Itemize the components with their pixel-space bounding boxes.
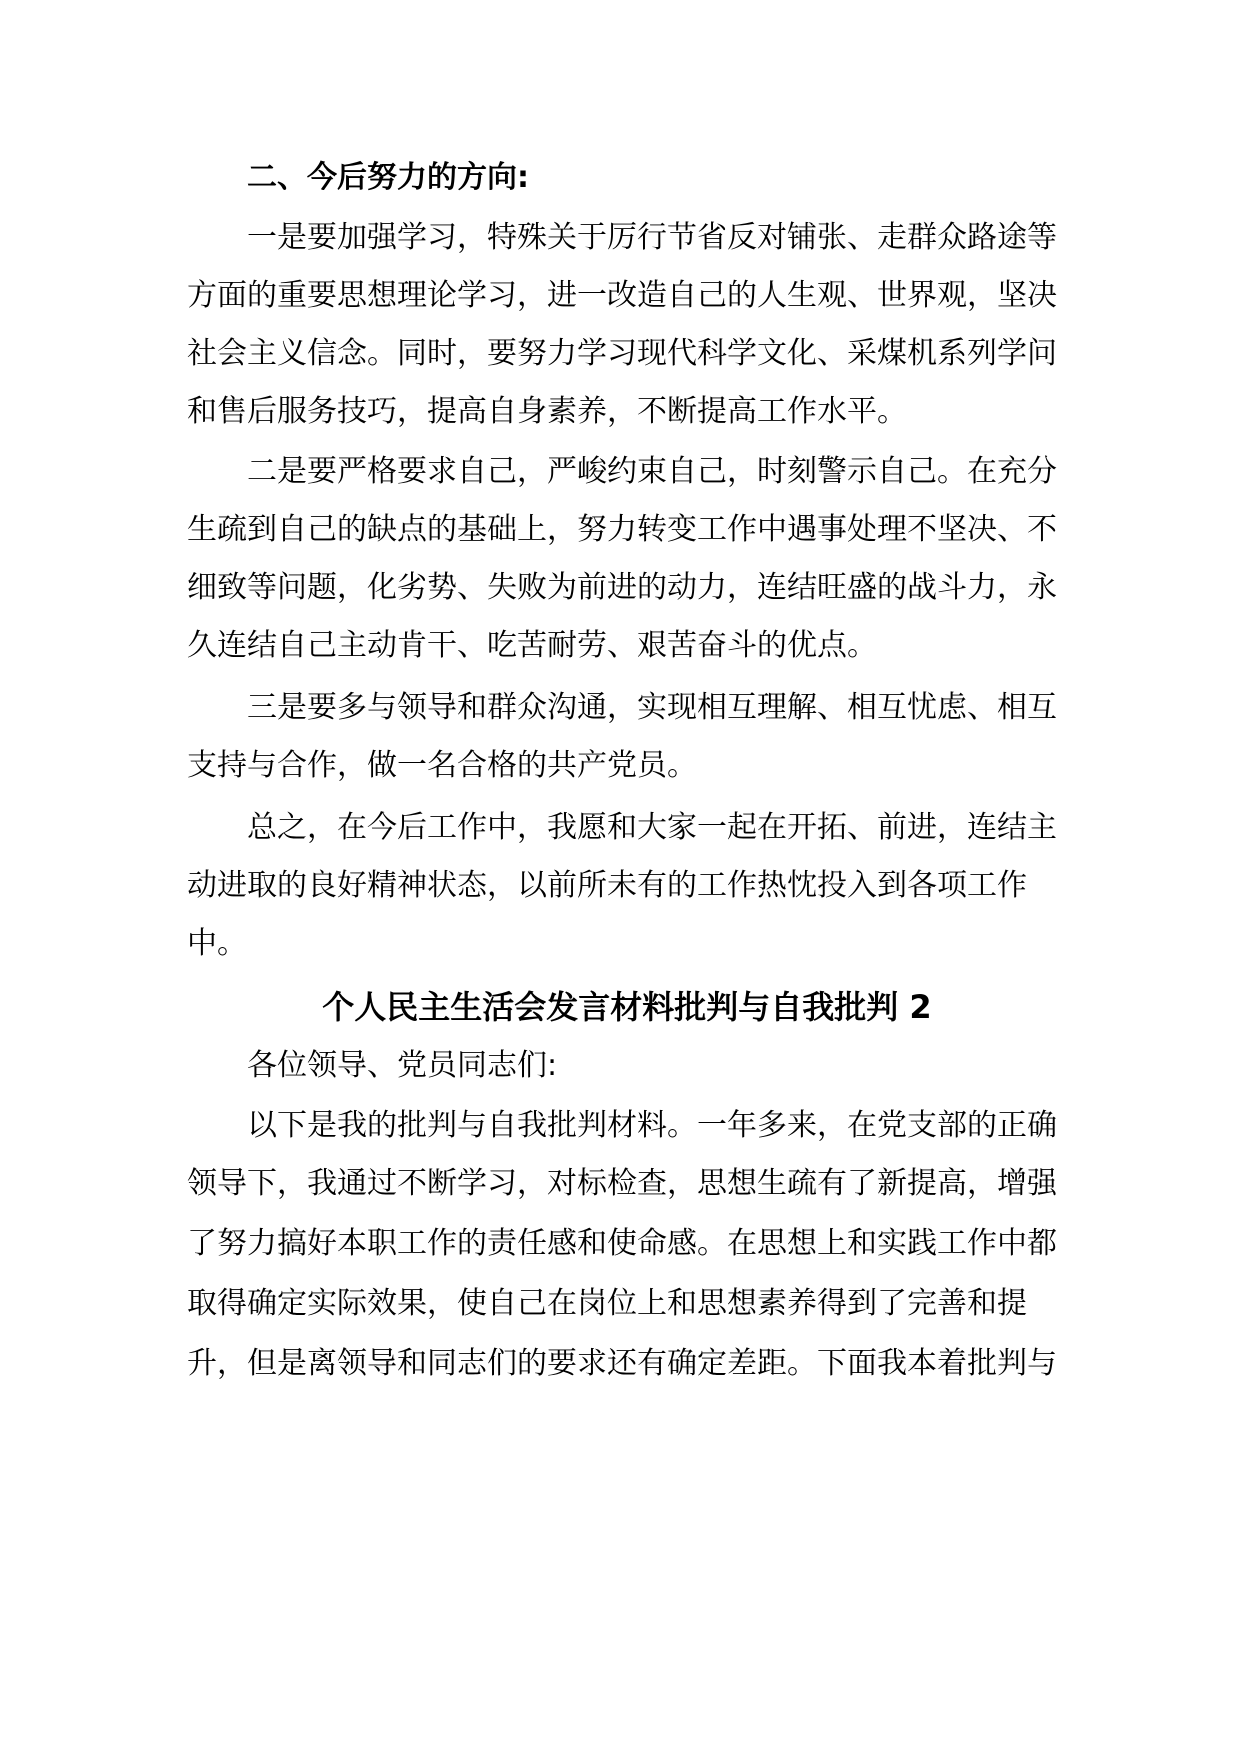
paragraph-line: 以下是我的批判与自我批判材料。一年多来，在党支部的正确 [247, 1108, 1057, 1143]
paragraph-line: 细致等问题，化劣势、失败为前进的动力，连结旺盛的战斗力，永 [187, 570, 1057, 605]
paragraph-line: 动进取的良好精神状态，以前所未有的工作热忱投入到各项工作 [187, 868, 1027, 903]
paragraph-line: 方面的重要思想理论学习，进一改造自己的人生观、世界观，坚决 [187, 278, 1057, 313]
greeting-line: 各位领导、党员同志们: [247, 1048, 558, 1083]
paragraph-line: 升，但是离领导和同志们的要求还有确定差距。下面我本着批判与 [187, 1346, 1057, 1381]
section-heading: 二、今后努力的方向: [247, 160, 529, 195]
paragraph-line: 久连结自己主动肯干、吃苦耐劳、艰苦奋斗的优点。 [187, 628, 877, 663]
paragraph-line: 支持与合作，做一名合格的共产党员。 [187, 748, 697, 783]
paragraph-line: 了努力搞好本职工作的责任感和使命感。在思想上和实践工作中都 [187, 1226, 1057, 1261]
paragraph-line: 和售后服务技巧，提高自身素养，不断提高工作水平。 [187, 394, 907, 429]
paragraph-line: 生疏到自己的缺点的基础上，努力转变工作中遇事处理不坚决、不 [187, 512, 1057, 547]
paragraph-line: 三是要多与领导和群众沟通，实现相互理解、相互忧虑、相互 [247, 690, 1057, 725]
paragraph-line: 中。 [187, 926, 247, 961]
paragraph-line: 社会主义信念。同时，要努力学习现代科学文化、采煤机系列学问 [187, 336, 1057, 371]
paragraph-line: 领导下，我通过不断学习，对标检查，思想生疏有了新提高，增强 [187, 1166, 1057, 1201]
paragraph-line: 一是要加强学习，特殊关于厉行节省反对铺张、走群众路途等 [247, 220, 1057, 255]
section-title: 个人民主生活会发言材料批判与自我批判 2 [322, 988, 932, 1026]
paragraph-line: 二是要严格要求自己，严峻约束自己，时刻警示自己。在充分 [247, 454, 1057, 489]
paragraph-line: 取得确定实际效果，使自己在岗位上和思想素养得到了完善和提 [187, 1286, 1027, 1321]
paragraph-line: 总之，在今后工作中，我愿和大家一起在开拓、前进，连结主 [247, 810, 1057, 845]
